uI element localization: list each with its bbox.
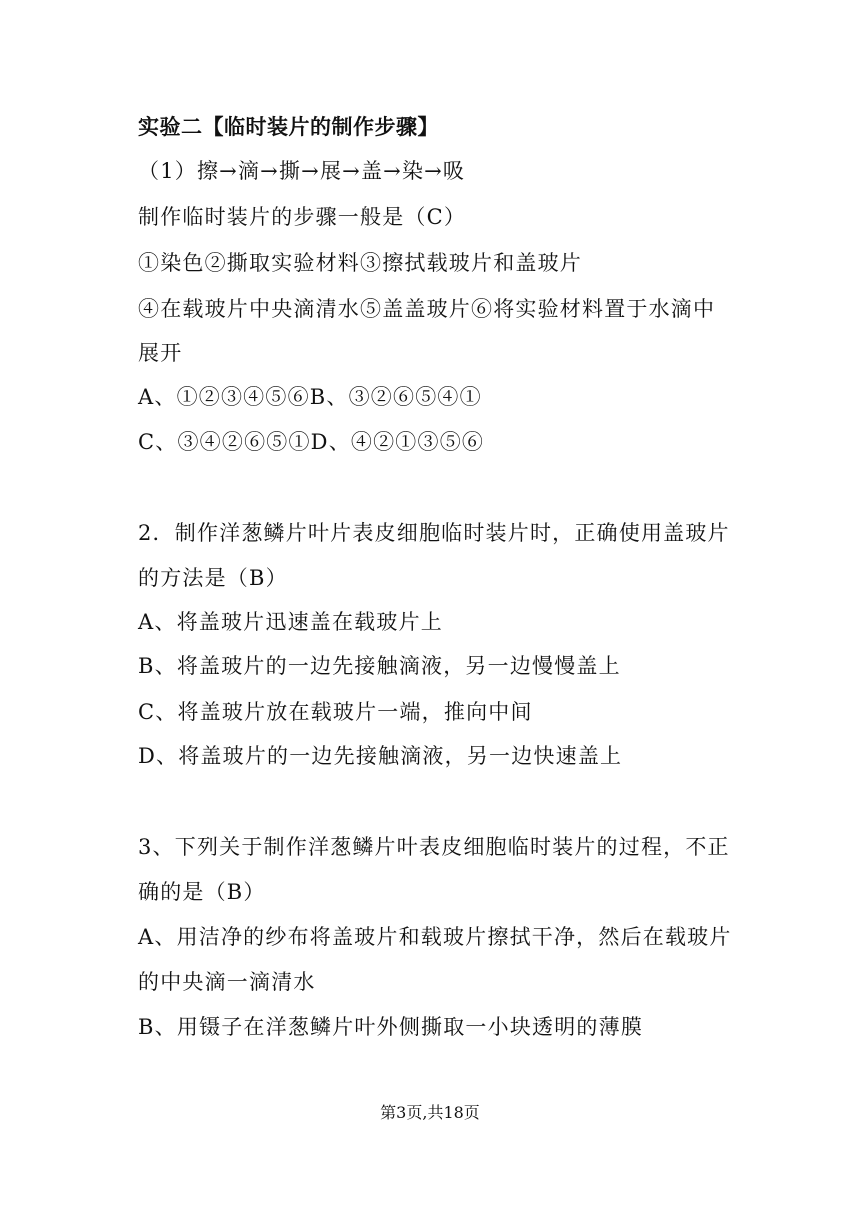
q2-option-line-1: A、将盖玻片迅速盖在载玻片上 xyxy=(138,610,443,634)
q1-stem-line-2: ①染色②撕取实验材料③擦拭载玻片和盖玻片 xyxy=(138,251,582,275)
q2-stem-line-1: 2．制作洋葱鳞片叶片表皮细胞临时装片时，正确使用盖玻片 xyxy=(138,521,730,545)
q1-stem-line-4: 展开 xyxy=(138,341,183,365)
q2-option-line-2: B、将盖玻片的一边先接触滴液，另一边慢慢盖上 xyxy=(138,654,621,678)
q2-option-line-3: C、将盖玻片放在载玻片一端，推向中间 xyxy=(138,700,533,724)
q2-stem-line-2: 的方法是（B） xyxy=(138,566,288,590)
q3-stem-line-2: 确的是（B） xyxy=(138,880,266,904)
q3-stem-line-1: 3、下列关于制作洋葱鳞片叶表皮细胞临时装片的过程，不正 xyxy=(138,835,730,859)
q1-option-line-1: A、①②③④⑤⑥B、③②⑥⑤④① xyxy=(138,385,482,409)
q3-option-line-2: 的中央滴一滴清水 xyxy=(138,970,316,994)
q2-option-line-4: D、将盖玻片的一边先接触滴液，另一边快速盖上 xyxy=(138,744,623,768)
q1-stem-line-1: 制作临时装片的步骤一般是（C） xyxy=(138,205,467,229)
steps-line: （1）擦→滴→撕→展→盖→染→吸 xyxy=(138,159,466,183)
q1-option-line-2: C、③④②⑥⑤①D、④②①③⑤⑥ xyxy=(138,430,485,454)
page-number-footer: 第3页,共18页 xyxy=(380,1103,480,1122)
q1-stem-line-3: ④在载玻片中央滴清水⑤盖盖玻片⑥将实验材料置于水滴中 xyxy=(138,297,716,321)
q3-option-line-1: A、用洁净的纱布将盖玻片和载玻片擦拭干净，然后在载玻片 xyxy=(138,925,732,949)
section-title: 实验二【临时装片的制作步骤】 xyxy=(138,115,439,139)
q3-option-line-3: B、用镊子在洋葱鳞片叶外侧撕取一小块透明的薄膜 xyxy=(138,1015,644,1039)
